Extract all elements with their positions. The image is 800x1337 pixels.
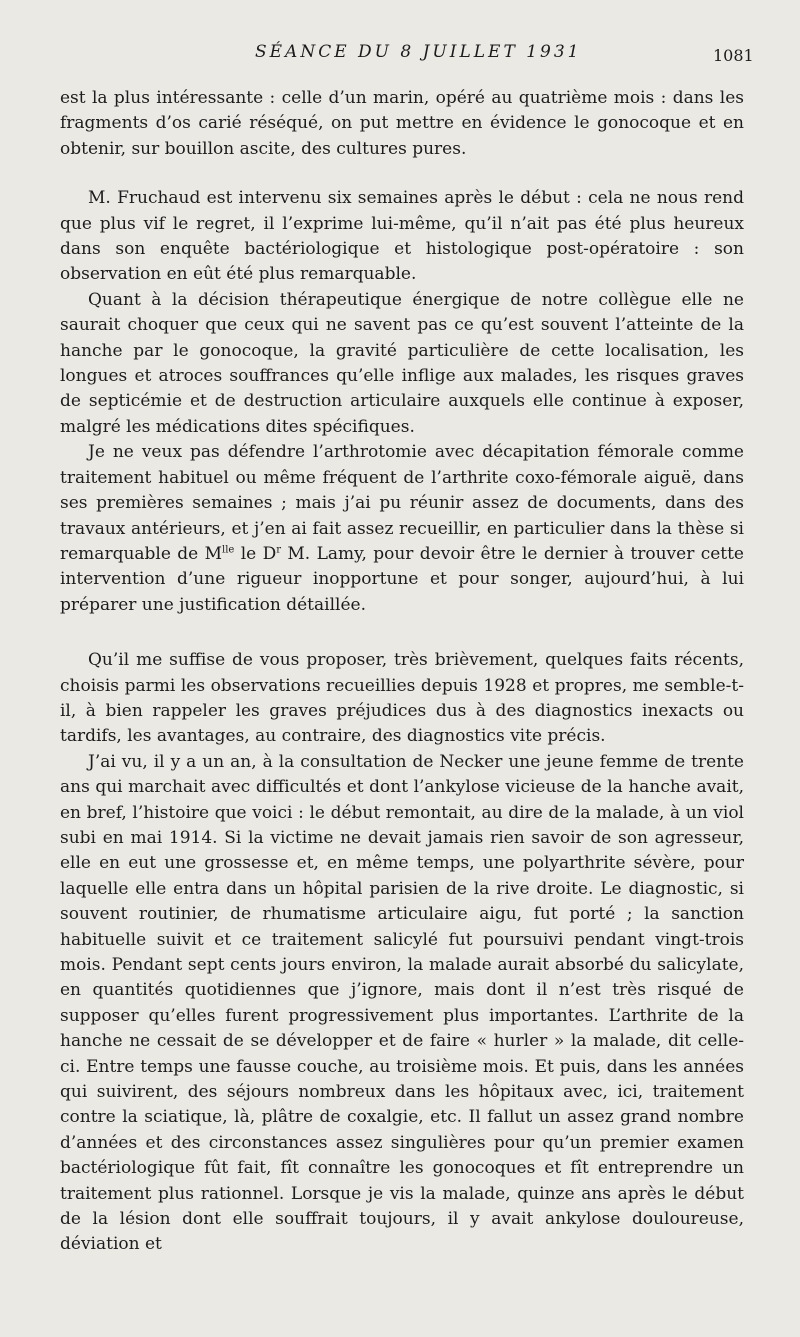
superscript-dr: r xyxy=(276,544,282,556)
arthrotomie-text-after: M. Lamy, pour devoir être le dernier à trouver cette intervention d’une rigueur inopportune et pour songer, aujourd’hui, à lui préparer une justification détaillée. xyxy=(60,543,744,615)
paragraph-decision: Quant à la décision thérapeutique énergique de notre collègue elle ne saurait choquer que ceux qui ne savent pas ce qu’est souvent l’atteinte de la hanche par le gonocoque, la gravité particulière de cette localisation, les longues et atroces souffrances qu’elle inflige aux malades, les risques graves de septicémie et de destruction articulaire auxquels elle continue à exposer, malgré les médications dites spécifiques. xyxy=(60,289,744,437)
body-text xyxy=(60,86,744,1258)
paragraph-fruchaud: M. Fruchaud est intervenu six semaines après le début : cela ne nous rend que plus vif le regret, il l’exprime lui-même, qu’il n’ait pas été plus heureux dans son enquête bactériologique et histologique post-opératoire : son observation en eût été plus remarquable. xyxy=(60,188,744,285)
arthrotomie-text-before: Je ne veux pas défendre l’arthrotomie avec décapitation fémorale comme traitement habituel ou même fréquent de l’arthrite coxo-fémorale aiguë, dans ses premières semaines ; mais j’ai pu réunir assez de documents, dans des travaux antérieurs, et j’en ai fait assez recueillir, en particulier dans la thèse si remarquable de M xyxy=(60,442,744,564)
running-title: SÉANCE DU 8 JUILLET 1931 xyxy=(255,42,582,62)
superscript-mlle: lle xyxy=(222,544,235,556)
arthrotomie-text-middle: le D xyxy=(234,543,277,564)
paragraph-faits-recents: Qu’il me suffise de vous proposer, très brièvement, quelques faits récents, choisis parmi les observations recueillies depuis 1928 et propres, me semble-t-il, à bien rappeler les graves préjudices dus à des diagnostics inexacts ou tardifs, les avantages, au contraire, des diagnostics vite précis. xyxy=(60,650,744,747)
page-header xyxy=(0,42,800,72)
page-number: 1081 xyxy=(713,46,754,65)
paragraph-continuation: est la plus intéressante : celle d’un marin, opéré au quatrième mois : dans les fragments d’os carié réséqué, on put mettre en évidence le gonocoque et en obtenir, sur bouillon ascite, des cultures pures. xyxy=(60,88,744,159)
paragraph-arthrotomie xyxy=(60,440,744,618)
paragraph-case-necker: J’ai vu, il y a un an, à la consultation de Necker une jeune femme de trente ans qui marchait avec difficultés et dont l’ankylose vicieuse de la hanche avait, en bref, l’histoire que voici : le début remontait, au dire de la malade, à un viol subi en mai 1914. Si la victime ne devait jamais rien savoir de son agresseur, elle en eut une grossesse et, en même temps, une polyarthrite sévère, pour laquelle elle entra dans un hôpital parisien de la rive droite. Le diagnostic, si souvent routinier, de rhumatisme articulaire aigu, fut porté ; la sanction habituelle suivit et ce traitement salicylé fut poursuivi pendant vingt-trois mois. Pendant sept cents jours environ, la malade aurait absorbé du salicylate, en quantités quotidiennes que j’ignore, mais dont il n’est très risqué de supposer qu’elles furent progressivement plus importantes. L’arthrite de la hanche ne cessait de se développer et de faire « hurler » la malade, dit celle-ci. Entre temps une fausse couche, au troisième mois. Et puis, dans les années qui suivirent, des séjours nombreux dans les hôpitaux avec, ici, traitement contre la sciatique, là, plâtre de coxalgie, etc. Il fallut un assez grand nombre d’années et des circonstances assez singulières pour qu’un premier examen bactériologique fût fait, fît connaître les gonocoques et fît entreprendre un traitement plus rationnel. Lorsque je vis la malade, quinze ans après le début de la lésion dont elle souffrait toujours, il y avait ankylose douloureuse, déviation et xyxy=(60,751,744,1255)
